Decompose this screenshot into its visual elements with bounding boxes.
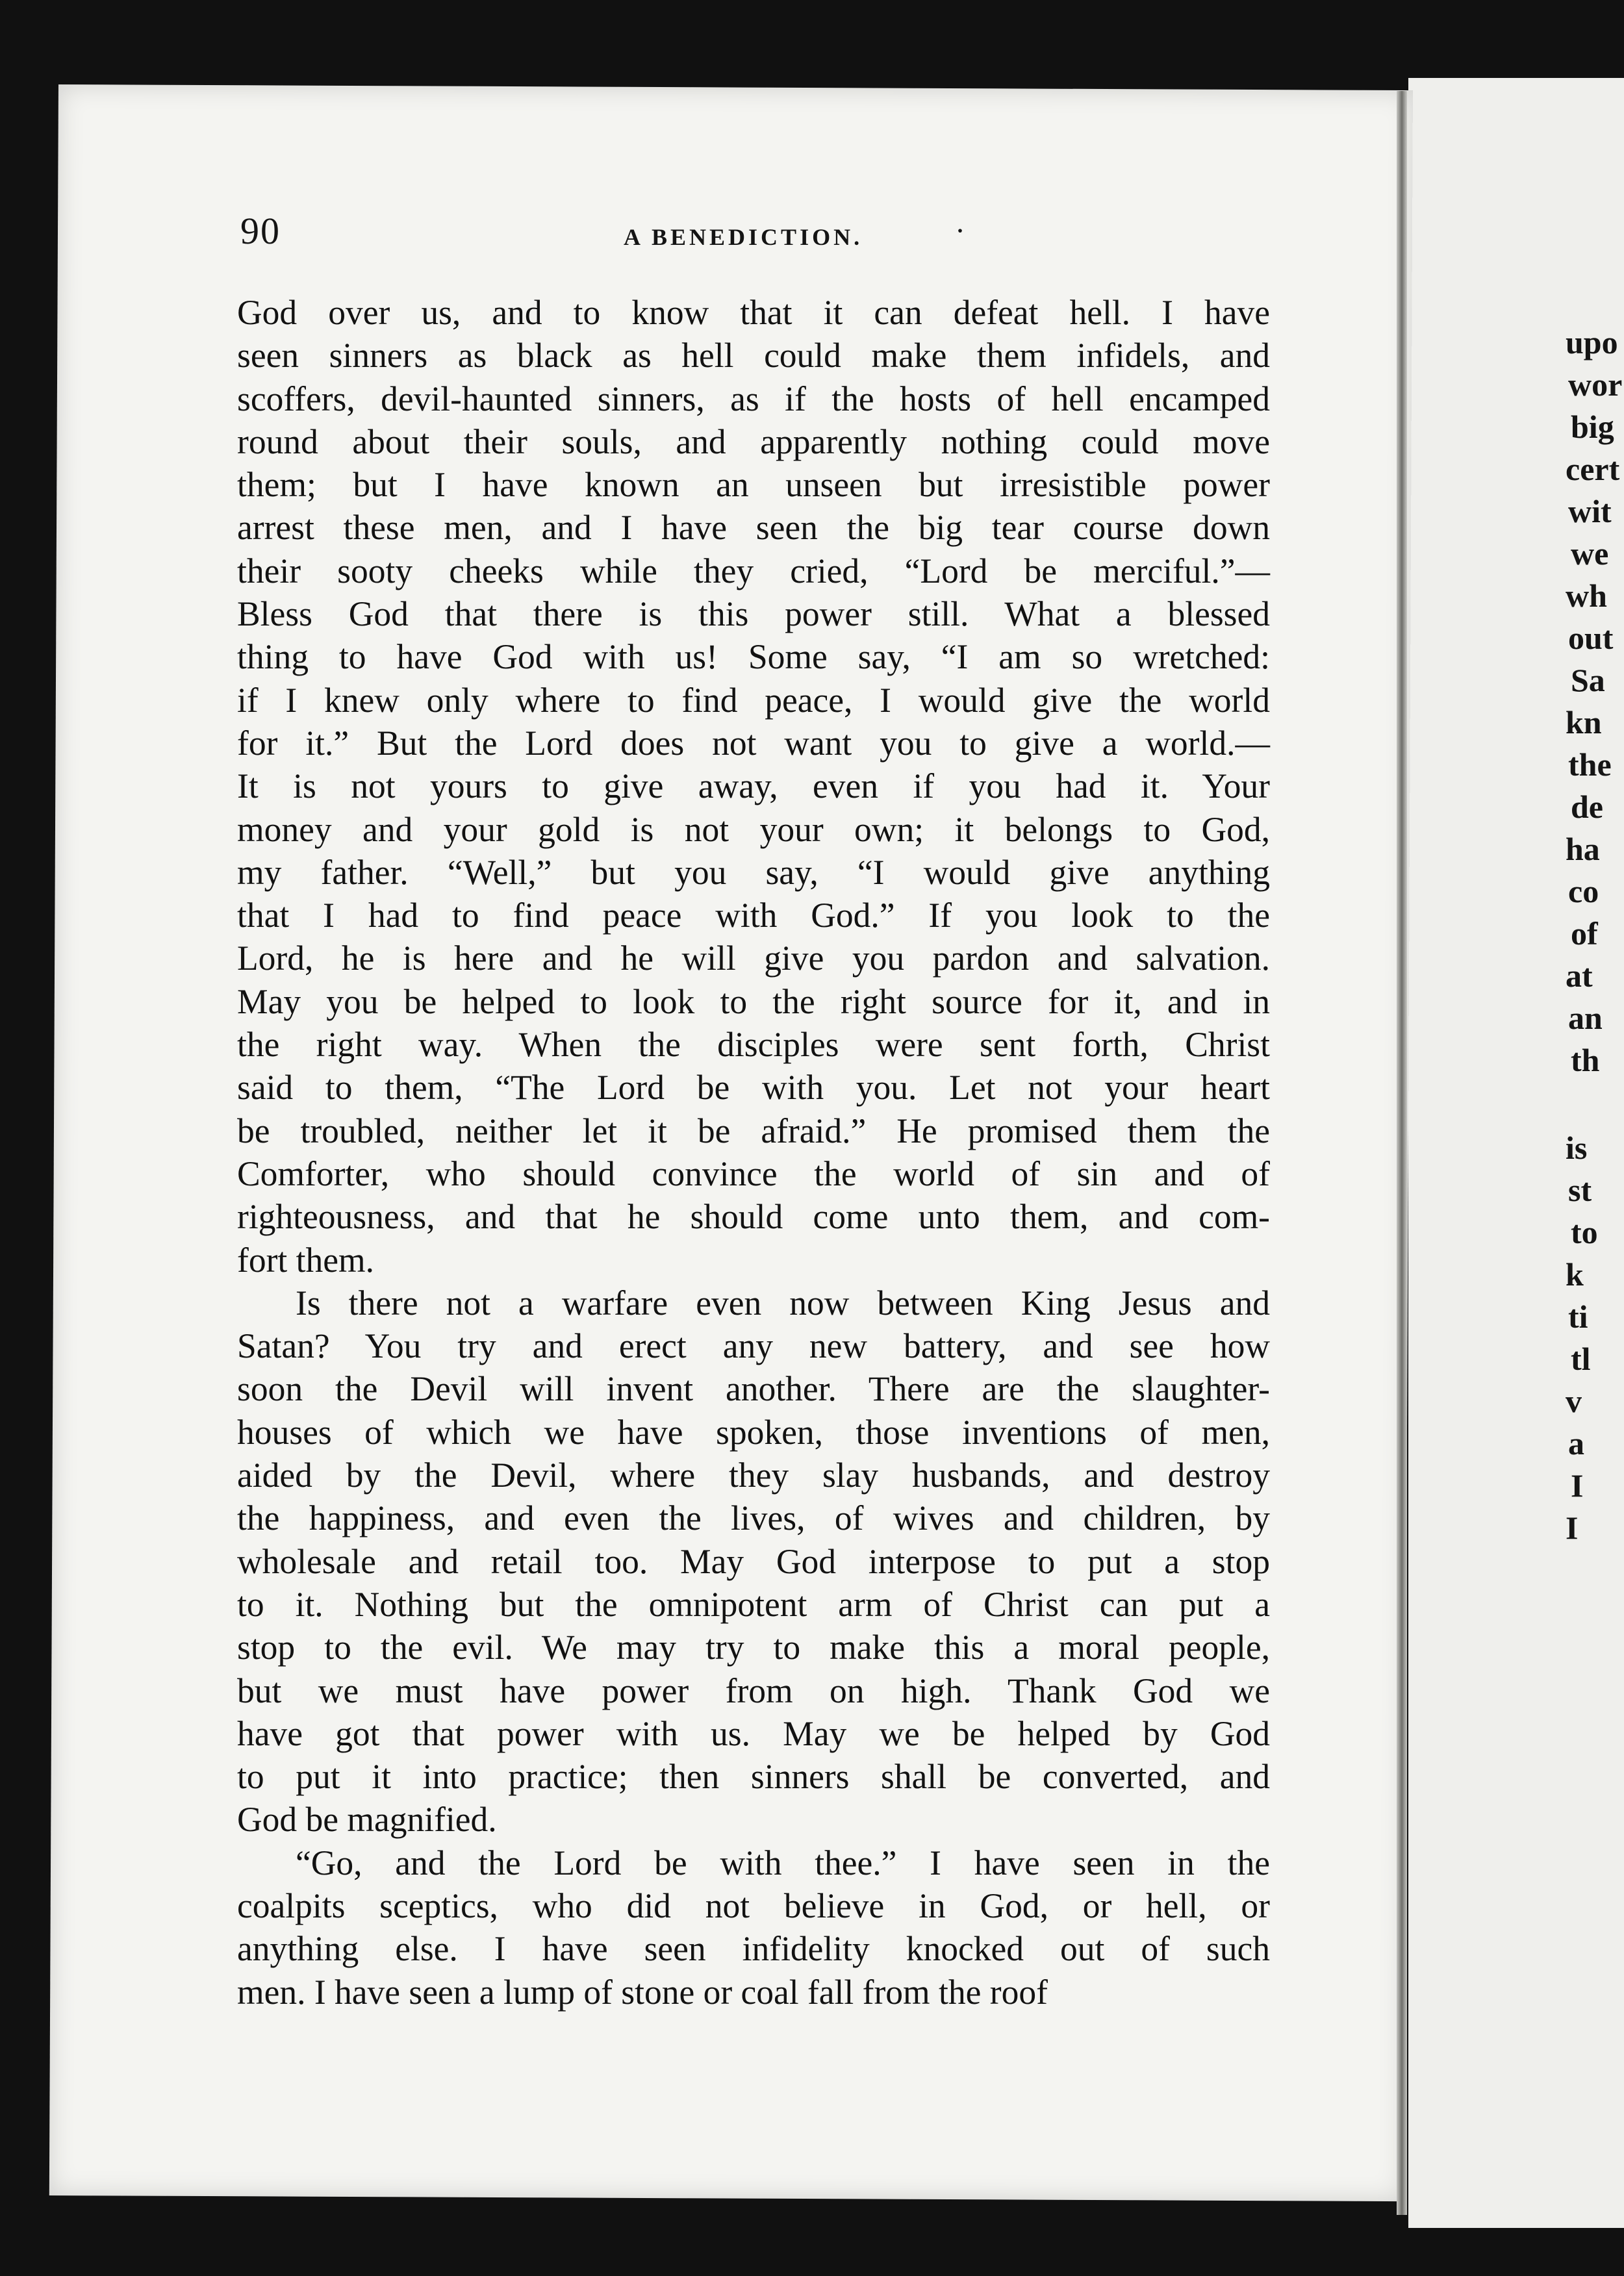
text-line: be troubled, neither let it be afraid.” He promised them the xyxy=(237,1111,1270,1150)
page-number: 90 xyxy=(240,210,281,252)
body-text xyxy=(237,291,1270,2014)
running-title: A BENEDICTION. xyxy=(624,224,863,250)
facing-page-fragment: at xyxy=(1566,957,1593,994)
facing-page-fragment: ti xyxy=(1568,1298,1588,1335)
facing-page-fragment: Sa xyxy=(1571,662,1605,698)
facing-page-fragment: I xyxy=(1566,1510,1579,1546)
facing-page-fragment: to xyxy=(1571,1214,1598,1250)
facing-page-fragment: out xyxy=(1568,620,1614,656)
facing-page-fragment: v xyxy=(1566,1383,1582,1419)
text-line: It is not yours to give away, even if you had it. Your xyxy=(237,766,1270,806)
text-line: them; but I have known an unseen but irresistible power xyxy=(237,465,1270,505)
facing-page-fragment: kn xyxy=(1566,704,1602,740)
text-line: soon the Devil will invent another. There are the slaughter- xyxy=(237,1369,1270,1409)
text-line: wholesale and retail too. May God interpose to put a stop xyxy=(237,1541,1270,1581)
text-line: that I had to find peace with God.” If you look to the xyxy=(237,896,1270,935)
text-line: fort them. xyxy=(237,1240,374,1280)
text-line: the happiness, and even the lives, of wives and children, by xyxy=(237,1498,1270,1538)
text-line: for it.” But the Lord does not want you to give a world.— xyxy=(237,723,1270,763)
facing-page-fragment: of xyxy=(1571,915,1598,952)
text-line: men. I have seen a lump of stone or coal fall from the roof xyxy=(237,1972,1048,2012)
text-line: their sooty cheeks while they cried, “Lord be merciful.”— xyxy=(237,551,1270,590)
facing-page-fragment: k xyxy=(1566,1256,1584,1293)
text-line: God over us, and to know that it can defeat hell. I have xyxy=(237,293,1270,332)
text-line: arrest these men, and I have seen the big tear course down xyxy=(237,508,1270,548)
text-line: thing to have God with us! Some say, “I am so wretched: xyxy=(237,637,1270,677)
text-line: my father. “Well,” but you say, “I would give anything xyxy=(237,852,1270,892)
text-line: Satan? You try and erect any new battery, and see how xyxy=(237,1326,1270,1366)
text-line: houses of which we have spoken, those inventions of men, xyxy=(237,1412,1270,1452)
running-head-dot: · xyxy=(955,214,965,248)
facing-page-fragment: a xyxy=(1568,1425,1584,1461)
text-line: round about their souls, and apparently nothing could move xyxy=(237,422,1270,461)
text-line: Is there not a warfare even now between King Jesus and xyxy=(296,1283,1270,1322)
text-line: “Go, and the Lord be with thee.” I have seen in the xyxy=(296,1843,1270,1882)
running-head xyxy=(240,209,1267,261)
text-line: stop to the evil. We may try to make this a moral people, xyxy=(237,1628,1270,1667)
text-line: Lord, he is here and he will give you pardon and salvation. xyxy=(237,939,1270,978)
text-line: May you be helped to look to the right source for it, and in xyxy=(237,981,1270,1021)
text-line: righteousness, and that he should come unto them, and com- xyxy=(237,1197,1270,1237)
facing-page-fragment: wor xyxy=(1568,366,1623,403)
text-line: to it. Nothing but the omnipotent arm of Christ can put a xyxy=(237,1584,1270,1624)
text-line: anything else. I have seen infidelity knocked out of such xyxy=(237,1929,1270,1969)
text-line: God be magnified. xyxy=(237,1800,497,1840)
facing-page-fragment: big xyxy=(1571,409,1614,445)
facing-page-fragment: tl xyxy=(1571,1341,1591,1377)
facing-page-fragment: upo xyxy=(1566,324,1618,360)
page-gutter xyxy=(1397,91,1407,2215)
text-line: said to them, “The Lord be with you. Let not your heart xyxy=(237,1068,1270,1107)
text-line: to put it into practice; then sinners shall be converted, and xyxy=(237,1757,1270,1797)
text-line: aided by the Devil, where they slay husbands, and destroy xyxy=(237,1456,1270,1495)
facing-page-fragment: an xyxy=(1568,1000,1603,1036)
facing-page-fragment: de xyxy=(1571,789,1603,825)
facing-page-fragment: th xyxy=(1571,1042,1600,1078)
text-line: Comforter, who should convince the world of sin and of xyxy=(237,1154,1270,1193)
text-line: have got that power with us. May we be helped by God xyxy=(237,1713,1270,1753)
facing-page-fragment: I xyxy=(1571,1467,1584,1504)
text-line: Bless God that there is this power still. What a blessed xyxy=(237,594,1270,634)
text-line: but we must have power from on high. Thank God we xyxy=(237,1671,1270,1710)
facing-page-fragment: cert xyxy=(1566,451,1620,487)
text-line: scoffers, devil-haunted sinners, as if the hosts of hell encamped xyxy=(237,379,1270,418)
facing-page-fragment: wit xyxy=(1568,493,1612,529)
text-line: money and your gold is not your own; it belongs to God, xyxy=(237,809,1270,849)
facing-page-fragment: is xyxy=(1566,1130,1588,1166)
text-line: the right way. When the disciples were sent forth, Christ xyxy=(237,1025,1270,1065)
text-line: seen sinners as black as hell could make them infidels, and xyxy=(237,336,1270,375)
facing-page-fragment: we xyxy=(1571,535,1609,572)
text-line: if I knew only where to find peace, I would give the world xyxy=(237,680,1270,720)
facing-page-fragment: ha xyxy=(1566,831,1600,867)
text-line: coalpits sceptics, who did not believe in God, or hell, or xyxy=(237,1886,1270,1925)
facing-page-fragment: co xyxy=(1568,873,1599,909)
facing-page-fragment: wh xyxy=(1566,577,1607,614)
facing-page-fragment: st xyxy=(1568,1172,1592,1208)
facing-page-fragment: the xyxy=(1568,746,1612,783)
